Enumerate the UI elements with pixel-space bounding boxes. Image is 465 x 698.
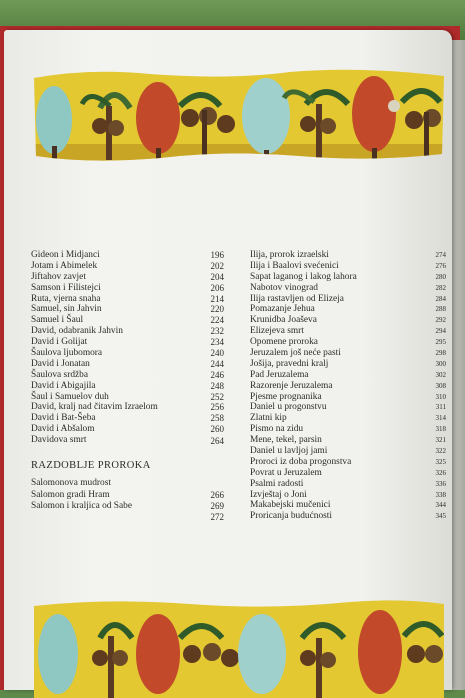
contents-entry[interactable] — [31, 250, 224, 261]
contents-entry[interactable] — [31, 501, 224, 513]
contents-entry[interactable] — [250, 326, 446, 337]
entry-page: 240 — [210, 348, 224, 359]
section-heading: RAZDOBLJE PROROKA — [31, 460, 151, 471]
entry-title: Pomazanje Jehua — [250, 304, 315, 315]
entry-title: Daniel u progonstvu — [250, 402, 327, 413]
contents-entry[interactable] — [250, 500, 446, 511]
contents-entry[interactable] — [31, 348, 224, 359]
contents-entry[interactable] — [31, 381, 224, 392]
entry-page: 282 — [435, 283, 446, 292]
entry-title: David i Abšalom — [31, 424, 95, 435]
entry-title: Psalmi radosti — [250, 478, 304, 489]
entry-page: 260 — [210, 424, 224, 435]
contents-entry[interactable] — [31, 413, 224, 424]
contents-entry[interactable] — [250, 283, 446, 294]
entry-title: Salomon gradi Hram — [31, 489, 110, 500]
entry-title: Salomonova mudrost — [31, 478, 111, 488]
entry-page: 206 — [210, 282, 224, 293]
entry-page: 310 — [435, 392, 446, 401]
entry-page: 266 — [210, 489, 224, 500]
contents-entry[interactable] — [31, 424, 224, 435]
entry-title: Pjesme prognanika — [250, 391, 322, 402]
entry-title: Makabejski mučenici — [250, 500, 331, 511]
entry-page: 325 — [435, 457, 446, 466]
entry-title: Jiftahov zavjet — [31, 271, 86, 282]
entry-page: 295 — [435, 338, 446, 347]
contents-entry[interactable] — [250, 413, 446, 424]
entry-page: 258 — [210, 413, 224, 424]
entry-page: 322 — [435, 447, 446, 456]
entry-page: 284 — [435, 294, 446, 303]
entry-page: 326 — [435, 468, 446, 477]
entry-title: Gideon i Midjanci — [31, 250, 100, 260]
entry-title: Samson i Filistejci — [31, 282, 101, 293]
contents-entry[interactable] — [250, 261, 446, 272]
contents-entry[interactable] — [250, 250, 446, 261]
contents-entry[interactable] — [31, 337, 224, 348]
entry-page: 220 — [210, 304, 224, 315]
entry-title: David i Jonatan — [31, 358, 90, 369]
entry-page: 248 — [210, 380, 224, 391]
entry-title: Jeruzalem još neće pasti — [250, 348, 341, 359]
contents-entry[interactable] — [31, 326, 224, 337]
entry-page: 274 — [435, 251, 446, 259]
contents-entry[interactable] — [250, 348, 446, 359]
entry-title: David i Bat-Šeba — [31, 413, 96, 424]
contents-entry[interactable] — [250, 370, 446, 381]
entry-page: 276 — [435, 261, 446, 270]
contents-entry[interactable] — [250, 392, 446, 403]
contents-entry[interactable] — [250, 468, 446, 479]
entry-title: Izvještaj o Joni — [250, 489, 307, 500]
contents-list-left — [31, 250, 224, 446]
entry-page: 232 — [210, 326, 224, 337]
entry-page: 252 — [210, 391, 224, 402]
contents-entry[interactable] — [250, 479, 446, 490]
contents-entry[interactable] — [250, 457, 446, 468]
contents-entry[interactable] — [250, 294, 446, 305]
trailing-page-number: 272 — [210, 512, 224, 522]
entry-title: Krunidba Joaševa — [250, 315, 317, 326]
contents-entry[interactable] — [250, 272, 446, 283]
entry-page: 336 — [435, 479, 446, 488]
entry-title: Proroci iz doba progonstva — [250, 456, 352, 467]
entry-page: 246 — [210, 369, 224, 380]
entry-title: Elizejeva smrt — [250, 326, 304, 337]
contents-entry[interactable] — [31, 370, 224, 381]
contents-entry[interactable] — [31, 304, 224, 315]
entry-title: Jošija, pravedni kralj — [250, 358, 329, 369]
entry-title: David, kralj nad čitavim Izraelom — [31, 402, 158, 413]
contents-entry[interactable] — [31, 261, 224, 272]
entry-page: 292 — [435, 316, 446, 325]
contents-entry[interactable] — [250, 337, 446, 348]
contents-list-right — [250, 250, 446, 522]
entry-title: Jotam i Abimelek — [31, 260, 98, 271]
entry-title: Samuel, sin Jahvin — [31, 304, 102, 315]
entry-title: Mene, tekel, parsin — [250, 435, 322, 446]
entry-page: 344 — [435, 501, 446, 510]
entry-title: Ilija rastavljen od Elizeja — [250, 293, 344, 304]
page-number: 264 — [210, 436, 224, 446]
entry-title: Razorenje Jeruzalema — [250, 380, 333, 391]
entry-page: 196 — [210, 250, 224, 260]
contents-entry[interactable] — [31, 283, 224, 294]
entry-page: 302 — [435, 370, 446, 379]
entry-page: 256 — [210, 402, 224, 413]
contents-entry[interactable] — [250, 424, 446, 435]
entry-page: 214 — [210, 293, 224, 304]
entry-page: 311 — [435, 403, 446, 412]
entry-page: 300 — [435, 359, 446, 368]
entry-title: Proricanja budućnosti — [250, 511, 333, 522]
entry-page: 338 — [435, 490, 446, 499]
contents-entry[interactable] — [250, 402, 446, 413]
entry-title: David, odabranik Jahvin — [31, 326, 123, 337]
entry-title: Davidova smrt — [31, 435, 87, 446]
entry-page: 280 — [435, 272, 446, 281]
entry-page: 269 — [210, 501, 224, 511]
entry-title: Salomon i kraljica od Sabe — [31, 501, 133, 511]
decorative-tree-band-top — [30, 66, 448, 166]
contents-entry[interactable] — [31, 490, 224, 502]
contents-entry[interactable] — [250, 304, 446, 315]
entry-title: David i Abigajila — [31, 380, 96, 391]
entry-page: 308 — [435, 381, 446, 390]
contents-entry[interactable] — [31, 392, 224, 403]
entry-title: Opomene proroka — [250, 337, 318, 348]
entry-page: 224 — [210, 315, 224, 326]
entry-title: Šaulova ljubomora — [31, 348, 103, 359]
entry-title: Pad Jeruzalema — [250, 369, 309, 380]
entry-page: 234 — [210, 337, 224, 348]
contents-entry[interactable] — [250, 490, 446, 501]
contents-entry[interactable] — [250, 359, 446, 370]
contents-entry[interactable] — [250, 435, 446, 446]
contents-entry[interactable] — [31, 359, 224, 370]
entry-page: 314 — [435, 414, 446, 423]
orphan-page-number — [31, 436, 224, 447]
entry-page: 298 — [435, 349, 446, 358]
contents-entry[interactable] — [31, 478, 224, 490]
entry-page: 345 — [435, 512, 446, 521]
entry-page: 202 — [210, 260, 224, 271]
decorative-tree-band-bottom — [30, 598, 448, 698]
entry-title: Sapat laganog i lakog lahora — [250, 271, 357, 282]
entry-title: Povrat u Jeruzalem — [250, 467, 322, 478]
entry-title: Ilija i Baalovi svećenici — [250, 260, 339, 271]
entry-page: 321 — [435, 436, 446, 445]
contents-entry[interactable] — [250, 446, 446, 457]
entry-title: Šaulova srdžba — [31, 369, 89, 380]
contents-list-prophets — [31, 478, 224, 513]
entry-page: 244 — [210, 358, 224, 369]
entry-title: David i Golijat — [31, 337, 88, 348]
entry-title: Pismo na zidu — [250, 424, 304, 435]
contents-entry[interactable] — [31, 294, 224, 305]
entry-page: 204 — [210, 271, 224, 282]
entry-title: Daniel u lavljoj jami — [250, 446, 328, 457]
contents-entry[interactable] — [250, 381, 446, 392]
entry-page: 294 — [435, 327, 446, 336]
contents-entry[interactable] — [31, 402, 224, 413]
entry-title: Nabotov vinograd — [250, 282, 318, 293]
entry-page: 288 — [435, 305, 446, 314]
entry-title: Ruta, vjerna snaha — [31, 293, 101, 304]
contents-entry[interactable] — [250, 511, 446, 522]
contents-entry[interactable] — [31, 315, 224, 326]
contents-entry[interactable] — [31, 272, 224, 283]
entry-title: Šaul i Samuelov duh — [31, 391, 109, 402]
contents-entry[interactable] — [250, 315, 446, 326]
entry-title: Samuel i Šaul — [31, 315, 84, 326]
entry-page: 318 — [435, 425, 446, 434]
entry-title: Zlatni kip — [250, 413, 287, 424]
entry-title: Ilija, prorok izraelski — [250, 250, 329, 260]
